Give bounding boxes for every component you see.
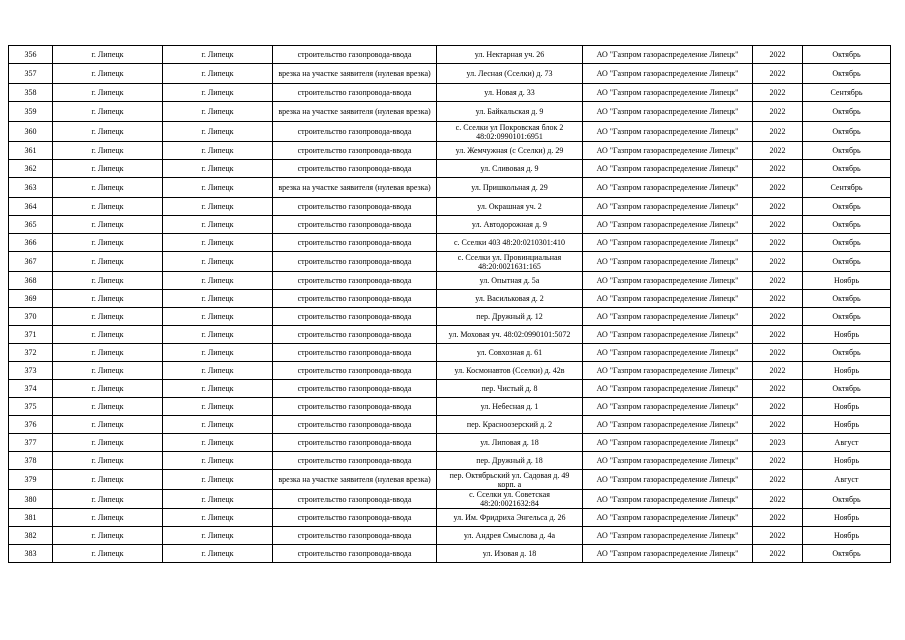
year-cell: 2022 xyxy=(753,142,803,160)
address-cell: ул. Байкальская д. 9 xyxy=(437,102,583,122)
address-cell: с. Сселки 403 48:20:0210301:410 xyxy=(437,234,583,252)
address-cell: пер. Красноозерский д. 2 xyxy=(437,416,583,434)
row-number: 380 xyxy=(9,490,53,509)
work-type-cell: строительство газопровода-ввода xyxy=(273,362,437,380)
year-cell: 2022 xyxy=(753,102,803,122)
month-cell: Октябрь xyxy=(803,380,891,398)
row-number: 367 xyxy=(9,252,53,272)
work-type-cell: строительство газопровода-ввода xyxy=(273,527,437,545)
city-cell: г. Липецк xyxy=(53,160,163,178)
row-number: 361 xyxy=(9,142,53,160)
month-cell: Ноябрь xyxy=(803,509,891,527)
organization-cell: АО "Газпром газораспределение Липецк" xyxy=(583,122,753,142)
month-cell: Октябрь xyxy=(803,142,891,160)
work-type-cell: врезка на участке заявителя (нулевая врезка) xyxy=(273,470,437,490)
organization-cell: АО "Газпром газораспределение Липецк" xyxy=(583,452,753,470)
table-row xyxy=(9,178,891,198)
month-cell: Ноябрь xyxy=(803,527,891,545)
city-cell: г. Липецк xyxy=(53,308,163,326)
work-type-cell: строительство газопровода-ввода xyxy=(273,84,437,102)
work-type-cell: строительство газопровода-ввода xyxy=(273,326,437,344)
city-cell: г. Липецк xyxy=(53,46,163,64)
organization-cell: АО "Газпром газораспределение Липецк" xyxy=(583,234,753,252)
year-cell: 2022 xyxy=(753,416,803,434)
address-cell: пер. Чистый д. 8 xyxy=(437,380,583,398)
address-cell: ул. Окрашная уч. 2 xyxy=(437,198,583,216)
table-row xyxy=(9,527,891,545)
work-type-cell: строительство газопровода-ввода xyxy=(273,290,437,308)
year-cell: 2022 xyxy=(753,84,803,102)
town-cell: г. Липецк xyxy=(163,122,273,142)
year-cell: 2022 xyxy=(753,398,803,416)
town-cell: г. Липецк xyxy=(163,142,273,160)
table-row xyxy=(9,490,891,509)
work-type-cell: строительство газопровода-ввода xyxy=(273,46,437,64)
town-cell: г. Липецк xyxy=(163,380,273,398)
town-cell: г. Липецк xyxy=(163,326,273,344)
table-row xyxy=(9,452,891,470)
year-cell: 2022 xyxy=(753,290,803,308)
organization-cell: АО "Газпром газораспределение Липецк" xyxy=(583,470,753,490)
work-type-cell: строительство газопровода-ввода xyxy=(273,122,437,142)
table-row xyxy=(9,198,891,216)
organization-cell: АО "Газпром газораспределение Липецк" xyxy=(583,545,753,563)
table-row xyxy=(9,160,891,178)
row-number: 371 xyxy=(9,326,53,344)
city-cell: г. Липецк xyxy=(53,252,163,272)
row-number: 375 xyxy=(9,398,53,416)
table-row xyxy=(9,102,891,122)
table-row xyxy=(9,46,891,64)
month-cell: Октябрь xyxy=(803,160,891,178)
year-cell: 2022 xyxy=(753,234,803,252)
year-cell: 2022 xyxy=(753,178,803,198)
address-cell: пер. Дружный д. 12 xyxy=(437,308,583,326)
year-cell: 2022 xyxy=(753,326,803,344)
year-cell: 2022 xyxy=(753,46,803,64)
month-cell: Октябрь xyxy=(803,46,891,64)
address-cell: ул. Автодорожная д. 9 xyxy=(437,216,583,234)
address-cell: ул. Жемчужная (с Сселки) д. 29 xyxy=(437,142,583,160)
table-row xyxy=(9,234,891,252)
organization-cell: АО "Газпром газораспределение Липецк" xyxy=(583,344,753,362)
row-number: 369 xyxy=(9,290,53,308)
month-cell: Сентябрь xyxy=(803,84,891,102)
work-type-cell: строительство газопровода-ввода xyxy=(273,308,437,326)
work-type-cell: врезка на участке заявителя (нулевая врезка) xyxy=(273,178,437,198)
organization-cell: АО "Газпром газораспределение Липецк" xyxy=(583,398,753,416)
month-cell: Октябрь xyxy=(803,308,891,326)
town-cell: г. Липецк xyxy=(163,470,273,490)
address-cell: ул. Опытная д. 5а xyxy=(437,272,583,290)
city-cell: г. Липецк xyxy=(53,272,163,290)
city-cell: г. Липецк xyxy=(53,344,163,362)
year-cell: 2022 xyxy=(753,272,803,290)
city-cell: г. Липецк xyxy=(53,380,163,398)
table-row xyxy=(9,416,891,434)
month-cell: Сентябрь xyxy=(803,178,891,198)
row-number: 363 xyxy=(9,178,53,198)
organization-cell: АО "Газпром газораспределение Липецк" xyxy=(583,326,753,344)
table-row xyxy=(9,308,891,326)
month-cell: Ноябрь xyxy=(803,326,891,344)
table-row xyxy=(9,470,891,490)
city-cell: г. Липецк xyxy=(53,84,163,102)
city-cell: г. Липецк xyxy=(53,64,163,84)
month-cell: Октябрь xyxy=(803,252,891,272)
town-cell: г. Липецк xyxy=(163,509,273,527)
row-number: 362 xyxy=(9,160,53,178)
city-cell: г. Липецк xyxy=(53,470,163,490)
town-cell: г. Липецк xyxy=(163,362,273,380)
city-cell: г. Липецк xyxy=(53,102,163,122)
table-row xyxy=(9,326,891,344)
year-cell: 2022 xyxy=(753,216,803,234)
address-cell: ул. Васильковая д. 2 xyxy=(437,290,583,308)
organization-cell: АО "Газпром газораспределение Липецк" xyxy=(583,46,753,64)
town-cell: г. Липецк xyxy=(163,178,273,198)
address-cell: ул. Нектарная уч. 26 xyxy=(437,46,583,64)
town-cell: г. Липецк xyxy=(163,490,273,509)
month-cell: Октябрь xyxy=(803,122,891,142)
year-cell: 2023 xyxy=(753,434,803,452)
month-cell: Октябрь xyxy=(803,64,891,84)
address-cell: ул. Моховая уч. 48:02:0990101:5072 xyxy=(437,326,583,344)
city-cell: г. Липецк xyxy=(53,545,163,563)
year-cell: 2022 xyxy=(753,308,803,326)
month-cell: Октябрь xyxy=(803,198,891,216)
town-cell: г. Липецк xyxy=(163,46,273,64)
table-row xyxy=(9,142,891,160)
town-cell: г. Липецк xyxy=(163,102,273,122)
address-cell: ул. Лесная (Сселки) д. 73 xyxy=(437,64,583,84)
table-row xyxy=(9,362,891,380)
work-type-cell: строительство газопровода-ввода xyxy=(273,234,437,252)
organization-cell: АО "Газпром газораспределение Липецк" xyxy=(583,380,753,398)
table-body xyxy=(9,46,891,563)
organization-cell: АО "Газпром газораспределение Липецк" xyxy=(583,290,753,308)
month-cell: Ноябрь xyxy=(803,362,891,380)
table-row xyxy=(9,434,891,452)
organization-cell: АО "Газпром газораспределение Липецк" xyxy=(583,362,753,380)
town-cell: г. Липецк xyxy=(163,527,273,545)
city-cell: г. Липецк xyxy=(53,434,163,452)
month-cell: Октябрь xyxy=(803,290,891,308)
town-cell: г. Липецк xyxy=(163,416,273,434)
table-row xyxy=(9,398,891,416)
year-cell: 2022 xyxy=(753,490,803,509)
town-cell: г. Липецк xyxy=(163,252,273,272)
address-cell: пер. Дружный д. 18 xyxy=(437,452,583,470)
month-cell: Октябрь xyxy=(803,545,891,563)
year-cell: 2022 xyxy=(753,198,803,216)
row-number: 374 xyxy=(9,380,53,398)
month-cell: Ноябрь xyxy=(803,416,891,434)
town-cell: г. Липецк xyxy=(163,308,273,326)
year-cell: 2022 xyxy=(753,380,803,398)
town-cell: г. Липецк xyxy=(163,198,273,216)
organization-cell: АО "Газпром газораспределение Липецк" xyxy=(583,527,753,545)
address-cell: ул. Небесная д. 1 xyxy=(437,398,583,416)
work-type-cell: строительство газопровода-ввода xyxy=(273,272,437,290)
row-number: 370 xyxy=(9,308,53,326)
work-type-cell: строительство газопровода-ввода xyxy=(273,434,437,452)
town-cell: г. Липецк xyxy=(163,344,273,362)
work-type-cell: строительство газопровода-ввода xyxy=(273,160,437,178)
city-cell: г. Липецк xyxy=(53,527,163,545)
month-cell: Октябрь xyxy=(803,216,891,234)
month-cell: Октябрь xyxy=(803,234,891,252)
city-cell: г. Липецк xyxy=(53,509,163,527)
organization-cell: АО "Газпром газораспределение Липецк" xyxy=(583,84,753,102)
row-number: 382 xyxy=(9,527,53,545)
address-cell: ул. Сливовая д. 9 xyxy=(437,160,583,178)
organization-cell: АО "Газпром газораспределение Липецк" xyxy=(583,490,753,509)
address-cell: с. Сселки ул. Советская 48:20:0021632:84 xyxy=(437,490,583,509)
organization-cell: АО "Газпром газораспределение Липецк" xyxy=(583,272,753,290)
organization-cell: АО "Газпром газораспределение Липецк" xyxy=(583,216,753,234)
city-cell: г. Липецк xyxy=(53,490,163,509)
row-number: 381 xyxy=(9,509,53,527)
year-cell: 2022 xyxy=(753,344,803,362)
row-number: 366 xyxy=(9,234,53,252)
organization-cell: АО "Газпром газораспределение Липецк" xyxy=(583,178,753,198)
row-number: 368 xyxy=(9,272,53,290)
work-type-cell: строительство газопровода-ввода xyxy=(273,252,437,272)
row-number: 383 xyxy=(9,545,53,563)
work-type-cell: строительство газопровода-ввода xyxy=(273,398,437,416)
organization-cell: АО "Газпром газораспределение Липецк" xyxy=(583,252,753,272)
month-cell: Октябрь xyxy=(803,102,891,122)
address-cell: ул. Новая д. 33 xyxy=(437,84,583,102)
address-cell: с. Сселки ул. Провинциальная 48:20:0021631:165 xyxy=(437,252,583,272)
city-cell: г. Липецк xyxy=(53,142,163,160)
year-cell: 2022 xyxy=(753,527,803,545)
work-type-cell: строительство газопровода-ввода xyxy=(273,490,437,509)
row-number: 357 xyxy=(9,64,53,84)
work-type-cell: строительство газопровода-ввода xyxy=(273,452,437,470)
row-number: 358 xyxy=(9,84,53,102)
month-cell: Октябрь xyxy=(803,344,891,362)
address-cell: ул. Космонавтов (Сселки) д. 42в xyxy=(437,362,583,380)
city-cell: г. Липецк xyxy=(53,216,163,234)
work-type-cell: строительство газопровода-ввода xyxy=(273,198,437,216)
work-type-cell: строительство газопровода-ввода xyxy=(273,380,437,398)
row-number: 359 xyxy=(9,102,53,122)
organization-cell: АО "Газпром газораспределение Липецк" xyxy=(583,102,753,122)
town-cell: г. Липецк xyxy=(163,234,273,252)
town-cell: г. Липецк xyxy=(163,452,273,470)
town-cell: г. Липецк xyxy=(163,398,273,416)
table-row xyxy=(9,216,891,234)
city-cell: г. Липецк xyxy=(53,398,163,416)
work-type-cell: строительство газопровода-ввода xyxy=(273,344,437,362)
row-number: 376 xyxy=(9,416,53,434)
table-row xyxy=(9,122,891,142)
month-cell: Август xyxy=(803,470,891,490)
address-cell: ул. Совхозная д. 61 xyxy=(437,344,583,362)
year-cell: 2022 xyxy=(753,122,803,142)
organization-cell: АО "Газпром газораспределение Липецк" xyxy=(583,308,753,326)
organization-cell: АО "Газпром газораспределение Липецк" xyxy=(583,509,753,527)
year-cell: 2022 xyxy=(753,362,803,380)
table-row xyxy=(9,64,891,84)
table-row xyxy=(9,380,891,398)
organization-cell: АО "Газпром газораспределение Липецк" xyxy=(583,160,753,178)
row-number: 365 xyxy=(9,216,53,234)
month-cell: Ноябрь xyxy=(803,452,891,470)
town-cell: г. Липецк xyxy=(163,84,273,102)
city-cell: г. Липецк xyxy=(53,178,163,198)
address-cell: ул. Изовая д. 18 xyxy=(437,545,583,563)
city-cell: г. Липецк xyxy=(53,198,163,216)
city-cell: г. Липецк xyxy=(53,362,163,380)
town-cell: г. Липецк xyxy=(163,290,273,308)
year-cell: 2022 xyxy=(753,64,803,84)
table-row xyxy=(9,272,891,290)
month-cell: Ноябрь xyxy=(803,272,891,290)
organization-cell: АО "Газпром газораспределение Липецк" xyxy=(583,142,753,160)
row-number: 356 xyxy=(9,46,53,64)
town-cell: г. Липецк xyxy=(163,216,273,234)
city-cell: г. Липецк xyxy=(53,416,163,434)
table-row xyxy=(9,84,891,102)
organization-cell: АО "Газпром газораспределение Липецк" xyxy=(583,434,753,452)
work-type-cell: строительство газопровода-ввода xyxy=(273,416,437,434)
gasification-schedule-table xyxy=(8,45,891,563)
row-number: 360 xyxy=(9,122,53,142)
town-cell: г. Липецк xyxy=(163,545,273,563)
work-type-cell: врезка на участке заявителя (нулевая врезка) xyxy=(273,64,437,84)
work-type-cell: строительство газопровода-ввода xyxy=(273,545,437,563)
town-cell: г. Липецк xyxy=(163,272,273,290)
address-cell: ул. Им. Фридриха Энгельса д. 26 xyxy=(437,509,583,527)
address-cell: с. Сселки ул Покровская блок 2 48:02:0990101:6951 xyxy=(437,122,583,142)
organization-cell: АО "Газпром газораспределение Липецк" xyxy=(583,64,753,84)
address-cell: ул. Андрея Смыслова д. 4а xyxy=(437,527,583,545)
city-cell: г. Липецк xyxy=(53,122,163,142)
table-row xyxy=(9,344,891,362)
address-cell: пер. Октябрьский ул. Садовая д. 49 корп. а xyxy=(437,470,583,490)
year-cell: 2022 xyxy=(753,452,803,470)
month-cell: Август xyxy=(803,434,891,452)
year-cell: 2022 xyxy=(753,545,803,563)
row-number: 372 xyxy=(9,344,53,362)
work-type-cell: врезка на участке заявителя (нулевая врезка) xyxy=(273,102,437,122)
work-type-cell: строительство газопровода-ввода xyxy=(273,142,437,160)
town-cell: г. Липецк xyxy=(163,434,273,452)
row-number: 377 xyxy=(9,434,53,452)
city-cell: г. Липецк xyxy=(53,290,163,308)
table-row xyxy=(9,509,891,527)
town-cell: г. Липецк xyxy=(163,160,273,178)
address-cell: ул. Липовая д. 18 xyxy=(437,434,583,452)
city-cell: г. Липецк xyxy=(53,452,163,470)
organization-cell: АО "Газпром газораспределение Липецк" xyxy=(583,198,753,216)
work-type-cell: строительство газопровода-ввода xyxy=(273,216,437,234)
row-number: 379 xyxy=(9,470,53,490)
row-number: 373 xyxy=(9,362,53,380)
row-number: 364 xyxy=(9,198,53,216)
year-cell: 2022 xyxy=(753,509,803,527)
organization-cell: АО "Газпром газораспределение Липецк" xyxy=(583,416,753,434)
year-cell: 2022 xyxy=(753,160,803,178)
month-cell: Ноябрь xyxy=(803,398,891,416)
town-cell: г. Липецк xyxy=(163,64,273,84)
city-cell: г. Липецк xyxy=(53,234,163,252)
year-cell: 2022 xyxy=(753,470,803,490)
city-cell: г. Липецк xyxy=(53,326,163,344)
work-type-cell: строительство газопровода-ввода xyxy=(273,509,437,527)
year-cell: 2022 xyxy=(753,252,803,272)
month-cell: Октябрь xyxy=(803,490,891,509)
row-number: 378 xyxy=(9,452,53,470)
table-row xyxy=(9,545,891,563)
address-cell: ул. Пришкольная д. 29 xyxy=(437,178,583,198)
table-row xyxy=(9,252,891,272)
table-row xyxy=(9,290,891,308)
